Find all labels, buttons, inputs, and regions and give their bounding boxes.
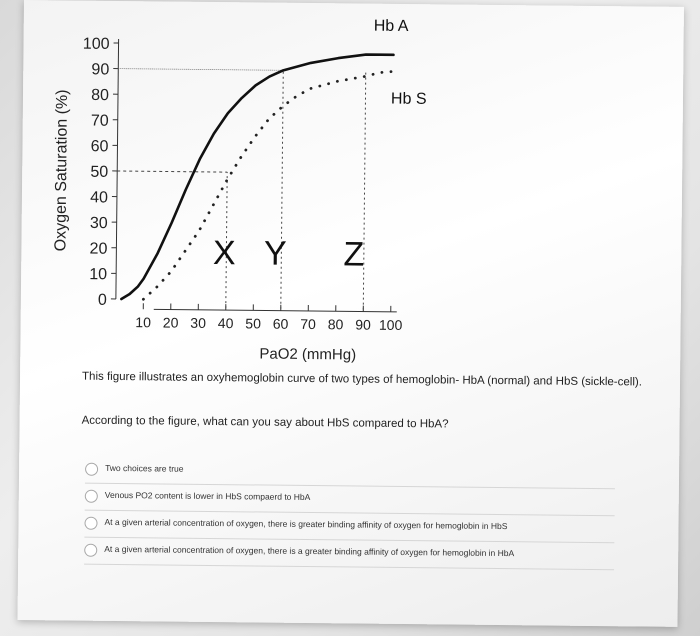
x-tick-label: 70 bbox=[300, 315, 316, 333]
x-tick-label: 20 bbox=[162, 314, 179, 331]
answer-option-label: Venous PO2 content is lower in HbS compaerd to HbA bbox=[104, 489, 311, 503]
x-tick-label: 100 bbox=[378, 316, 403, 333]
y-tick-label: 40 bbox=[90, 189, 109, 207]
x-axis-label: PaO2 (mmHg) bbox=[259, 345, 357, 364]
y-tick-label: 0 bbox=[97, 291, 107, 309]
y-tick-label: 10 bbox=[89, 266, 108, 284]
x-axis-line bbox=[154, 309, 397, 312]
reference-line-horizontal bbox=[118, 69, 283, 71]
point-marker-label: Z bbox=[343, 235, 365, 274]
y-tick-label: 20 bbox=[89, 240, 108, 258]
series-label: Hb A bbox=[373, 17, 409, 35]
series-label: Hb S bbox=[390, 90, 427, 108]
y-tick-label: 90 bbox=[91, 61, 110, 79]
radio-button[interactable] bbox=[85, 463, 98, 476]
y-axis-line bbox=[116, 39, 119, 299]
oxyhemoglobin-chart bbox=[20, 0, 684, 367]
answer-options bbox=[84, 457, 615, 571]
answer-option-label: At a given arterial concentration of oxygen, there is greater binding affinity of oxygen for hemoglobin in HbS bbox=[104, 516, 508, 532]
y-tick-label: 30 bbox=[89, 214, 108, 233]
x-tick-label: 50 bbox=[245, 315, 261, 332]
answer-option-label: At a given arterial concentration of oxygen, there is a greater binding affinity of oxygen for hemoglobin in HbA bbox=[104, 543, 515, 559]
y-tick-label: 100 bbox=[82, 35, 110, 53]
x-tick-label: 60 bbox=[272, 315, 289, 332]
y-tick-label: 50 bbox=[90, 163, 109, 181]
answer-option-label: Two choices are true bbox=[105, 462, 184, 474]
reference-line-horizontal bbox=[117, 171, 227, 172]
x-tick-label: 80 bbox=[327, 316, 344, 333]
reference-line-vertical bbox=[363, 71, 365, 309]
radio-button[interactable] bbox=[85, 490, 98, 503]
y-tick-label: 80 bbox=[91, 86, 110, 105]
radio-button[interactable] bbox=[84, 517, 97, 530]
figure-caption: This figure illustrates an oxyhemoglobin curve of two types of hemoglobin- HbA (normal) and HbS (sickle-cell). bbox=[81, 370, 643, 389]
radio-button[interactable] bbox=[84, 544, 97, 557]
y-tick-label: 70 bbox=[90, 112, 109, 130]
y-tick-label: 60 bbox=[90, 138, 109, 156]
answer-option-4[interactable] bbox=[84, 538, 614, 571]
x-tick-label: 90 bbox=[355, 316, 371, 333]
x-tick-label: 30 bbox=[190, 314, 207, 331]
point-marker-label: X bbox=[212, 233, 236, 273]
reference-line-vertical bbox=[281, 70, 283, 308]
x-tick-label: 10 bbox=[135, 314, 152, 331]
x-tick-label: 40 bbox=[217, 315, 234, 332]
question-card bbox=[18, 0, 684, 627]
point-marker-label: Y bbox=[263, 234, 287, 273]
y-axis-label: Oxygen Saturation (%) bbox=[52, 89, 72, 252]
question-text: According to the figure, what can you say about HbS compared to HbA? bbox=[81, 414, 449, 431]
